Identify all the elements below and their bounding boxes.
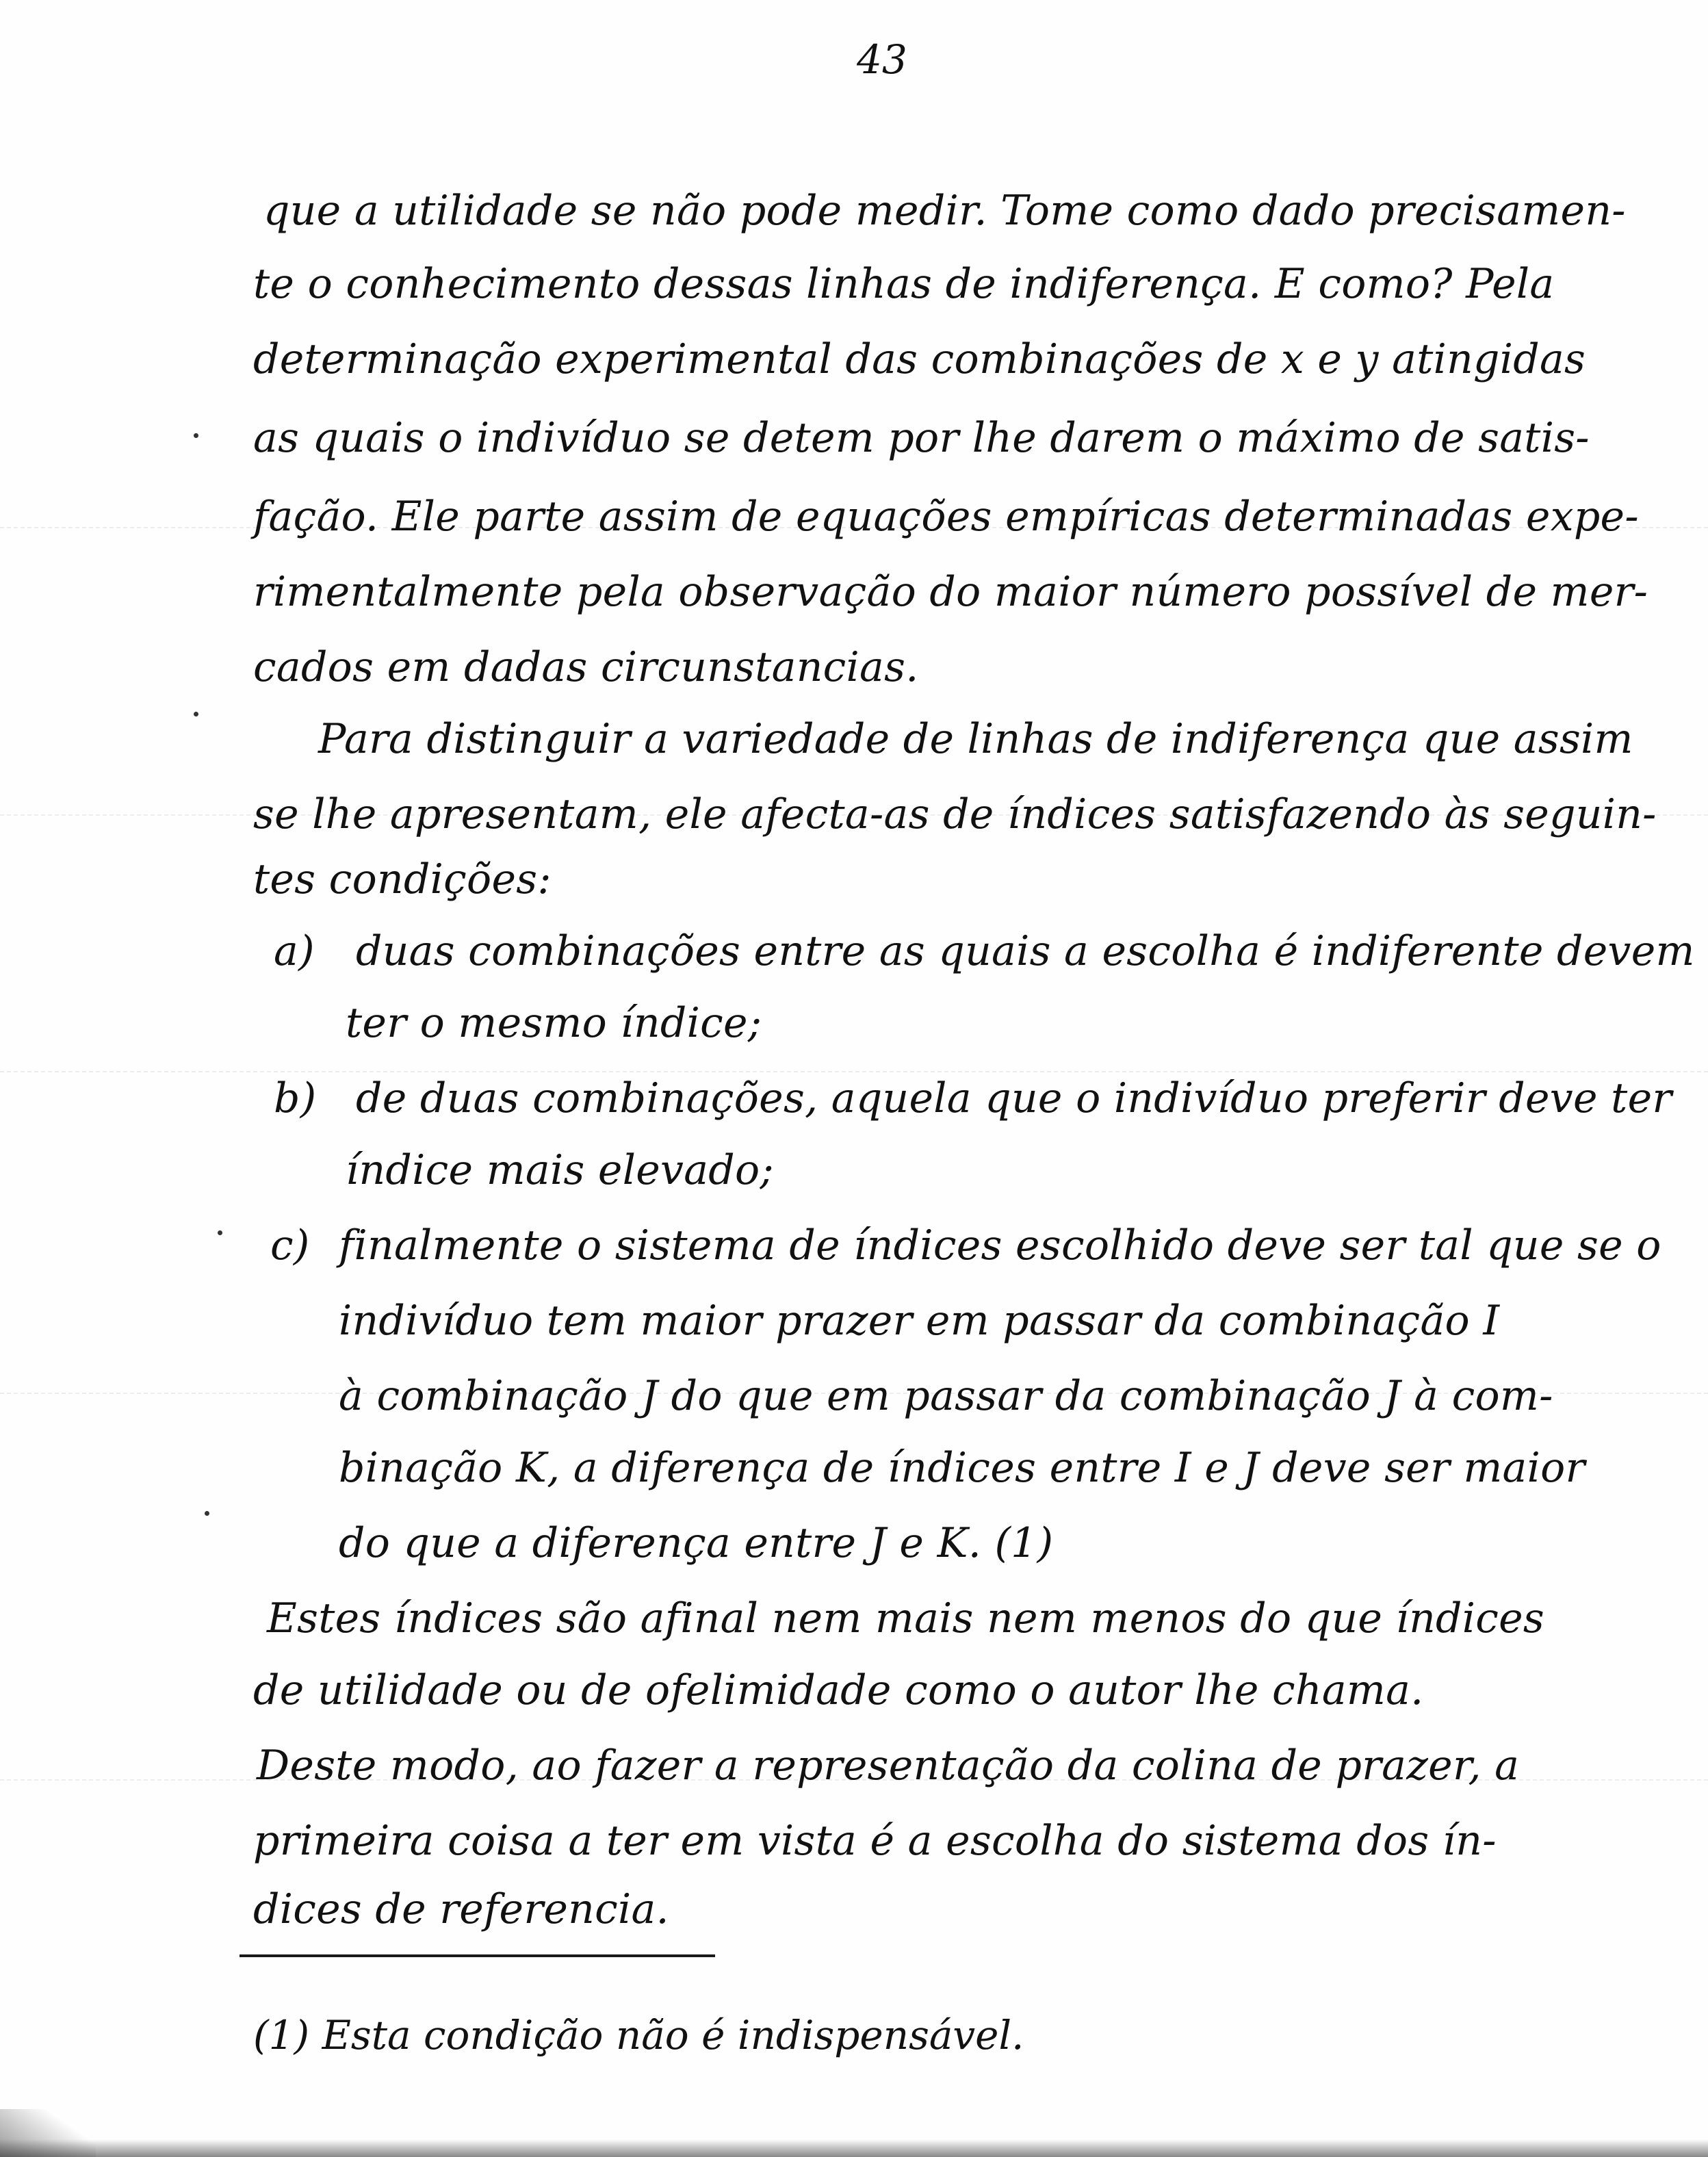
text-line: primeira coisa a ter em vista é a escolha do sistema dos ín-: [253, 1817, 1497, 1865]
text-line: determinação experimental das combinações de x e y atingidas: [253, 335, 1586, 383]
text-line: rimentalmente pela observação do maior número possível de mer-: [253, 568, 1648, 616]
condition-line: finalmente o sistema de índices escolhido deve ser tal que se o: [339, 1222, 1661, 1269]
scan-edge-shadow: [0, 2139, 1708, 2157]
scan-speck: [194, 433, 198, 438]
condition-line: indivíduo tem maior prazer em passar da combinação I: [339, 1297, 1500, 1345]
text-line: Deste modo, ao fazer a representação da colina de prazer, a: [257, 1742, 1520, 1790]
text-line: que a utilidade se não pode medir. Tome como dado precisamen-: [263, 187, 1626, 235]
scan-speck: [205, 1511, 209, 1516]
condition-marker: c): [270, 1222, 310, 1269]
page-number: 43: [857, 36, 907, 83]
condition-line: binação K, a diferença de índices entre I e J deve ser maior: [339, 1444, 1586, 1492]
condition-marker: a): [274, 927, 315, 975]
text-line: Estes índices são afinal nem mais nem menos do que índices: [267, 1594, 1545, 1642]
condition-marker: b): [274, 1074, 317, 1122]
footnote: (1) Esta condição não é indispensável.: [253, 2012, 1024, 2058]
condition-line: ter o mesmo índice;: [346, 999, 762, 1047]
scan-speck: [218, 1230, 222, 1235]
condition-line: à combinação J do que em passar da combinação J à com-: [339, 1372, 1553, 1420]
condition-line: índice mais elevado;: [346, 1146, 774, 1194]
scan-corner-shadow: [0, 2109, 96, 2157]
ruled-line: [0, 1071, 1708, 1072]
text-line: tes condições:: [253, 855, 552, 903]
text-line: se lhe apresentam, ele afecta-as de índices satisfazendo às seguin-: [253, 790, 1657, 838]
text-line: as quais o indivíduo se detem por lhe darem o máximo de satis-: [253, 414, 1590, 462]
text-line: dices de referencia.: [253, 1885, 669, 1933]
condition-line: do que a diferença entre J e K. (1): [339, 1519, 1054, 1567]
scan-speck: [194, 712, 198, 716]
condition-line: de duas combinações, aquela que o indivíduo preferir deve ter: [356, 1074, 1672, 1122]
text-line: fação. Ele parte assim de equações empíricas determinadas expe-: [253, 493, 1639, 541]
text-line: Para distinguir a variedade de linhas de indiferença que assim: [318, 715, 1633, 763]
condition-line: duas combinações entre as quais a escolha é indiferente devem: [356, 927, 1695, 975]
text-line: cados em dadas circunstancias.: [253, 643, 919, 691]
text-line: te o conhecimento dessas linhas de indiferença. E como? Pela: [253, 260, 1555, 308]
text-line: de utilidade ou de ofelimidade como o autor lhe chama.: [253, 1666, 1424, 1714]
footnote-separator: [240, 1954, 715, 1957]
